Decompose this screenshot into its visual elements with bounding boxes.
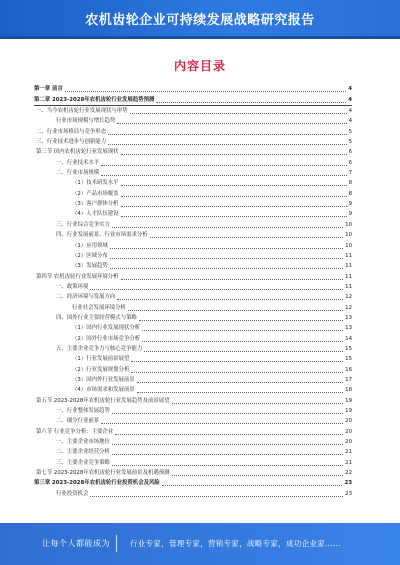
toc-leader-dots [128, 310, 343, 311]
toc-entry[interactable] [34, 437, 352, 447]
toc-leader-dots [117, 299, 343, 300]
toc-entry[interactable] [34, 240, 352, 250]
toc-entry[interactable] [34, 364, 352, 374]
toc-page-number: 19 [345, 397, 352, 404]
toc-entry-text: （3）发展趋势 [72, 263, 108, 270]
toc-page-number: 10 [345, 232, 352, 239]
toc-leader-dots [144, 351, 343, 352]
toc-leader-dots [156, 102, 346, 103]
toc-leader-dots [142, 330, 343, 331]
toc-leader-dots [115, 434, 343, 435]
toc-entry[interactable] [34, 157, 352, 167]
toc-leader-dots [121, 206, 347, 207]
toc-entry[interactable] [34, 116, 352, 126]
toc-leader-dots [121, 185, 347, 186]
toc-entry-text: 一、行业整体发展趋势 [56, 408, 110, 414]
toc-leader-dots [137, 392, 343, 393]
toc-entry[interactable] [34, 199, 352, 209]
toc-entry[interactable] [34, 447, 352, 457]
header-banner [0, 0, 400, 36]
toc-entry[interactable] [34, 137, 352, 147]
toc-leader-dots [112, 454, 343, 455]
toc-entry[interactable] [34, 292, 352, 302]
toc-page-number: 5 [348, 128, 352, 135]
toc-page-number: 6 [348, 159, 352, 166]
toc-entry-text: （2）区域分布 [72, 252, 108, 259]
toc-page-number: 13 [345, 325, 352, 332]
header-accent-line [0, 36, 400, 39]
toc-leader-dots [90, 289, 343, 290]
toc-entry-text: （4）市场需求和发展前景 [72, 387, 135, 394]
toc-entry-text: 四、行业发展前景、行业市场需求分析 [56, 232, 148, 239]
toc-entry-text: 第五节 2023-2028年农机齿轮行业发展趋势及前景展望 [36, 397, 170, 404]
toc-entry-text: （1）应用领域 [72, 242, 108, 249]
toc-leader-dots [110, 268, 343, 269]
toc-entry[interactable] [34, 385, 352, 395]
toc-page-number: 23 [345, 490, 352, 497]
toc-page-number: 9 [348, 211, 352, 218]
toc-leader-dots [110, 248, 343, 249]
toc-page-number: 23 [344, 480, 352, 487]
toc-entry[interactable] [34, 106, 352, 116]
toc-entry-text: 四、国外行业主要经营模式与策略 [56, 314, 137, 321]
toc-page-number: 11 [345, 252, 352, 259]
toc-entry-text: 一、政策环境 [56, 283, 89, 290]
toc-entry-text: 五、主要企业竞争力与核心竞争能力 [56, 345, 143, 352]
toc-leader-dots [121, 216, 347, 217]
toc-entry[interactable] [34, 416, 352, 426]
toc-entry[interactable] [34, 323, 352, 333]
toc-page-number: 21 [345, 449, 352, 456]
toc-entry-text: 第三章 2023-2028年农机齿轮行业投资机会及风险 [34, 480, 160, 487]
toc-entry-text: 三、行业综合竞争实力 [56, 221, 110, 228]
toc-page-number: 15 [345, 345, 352, 352]
toc-leader-dots [131, 372, 343, 373]
toc-entry[interactable] [34, 178, 352, 188]
toc-leader-dots [101, 423, 343, 424]
toc-page-number: 20 [345, 439, 352, 446]
toc-entry-text: 行业市场规模与增长趋势 [56, 118, 116, 125]
toc-leader-dots [112, 465, 343, 466]
toc-page-number: 12 [345, 294, 352, 301]
toc-entry-text: 行业投资机会 [56, 490, 89, 497]
toc-entry[interactable] [34, 94, 352, 105]
footer-banner [0, 523, 400, 565]
toc-page-number: 8 [348, 190, 352, 197]
toc-leader-dots [112, 227, 343, 228]
toc-page-number: 7 [348, 170, 352, 177]
toc-entry[interactable] [34, 282, 352, 292]
toc-entry[interactable] [34, 271, 352, 281]
toc-page-number: 10 [345, 221, 352, 228]
toc-leader-dots [142, 341, 343, 342]
toc-leader-dots [101, 175, 346, 176]
toc-page-number: 4 [348, 108, 352, 115]
toc-entry[interactable] [34, 230, 352, 240]
toc-entry[interactable] [34, 488, 352, 498]
toc-entry-text: 三、行业技术进步与创新能力 [36, 139, 107, 146]
toc-entry[interactable] [34, 354, 352, 364]
toc-entry[interactable] [34, 406, 352, 416]
toc-entry[interactable] [34, 375, 352, 385]
toc-entry-text: 一、主要企业市场地位 [56, 439, 110, 446]
toc-entry[interactable] [34, 126, 352, 136]
toc-page-number: 9 [348, 201, 352, 208]
toc-entry-text: 第七节 2023-2028年农机齿轮行业发展前景及机遇预测 [36, 470, 170, 477]
toc-page-number: 4 [348, 118, 352, 125]
toc-entry-text: （2）产品市场覆盖 [72, 190, 119, 197]
toc-entry[interactable] [34, 219, 352, 229]
toc-entry-text: 第二章 2023-2028年农机齿轮行业发展趋势预测 [34, 96, 155, 103]
toc-entry[interactable] [34, 302, 352, 312]
toc-entry[interactable] [34, 209, 352, 219]
toc-page-number: 10 [345, 242, 352, 249]
toc-page-number: 11 [345, 283, 352, 290]
toc-entry-text: （3）客户群体分析 [72, 201, 119, 208]
toc-page-number: 21 [345, 459, 352, 466]
toc-entry-text: 第一章 前言 [34, 86, 63, 93]
toc-page-number: 11 [345, 263, 352, 270]
toc-leader-dots [121, 279, 344, 280]
toc-entry[interactable] [34, 333, 352, 343]
footer-divider [116, 535, 117, 552]
toc-entry[interactable] [34, 395, 352, 405]
table-of-contents [34, 84, 352, 499]
toc-entry-text: 二、行业市场规模 [56, 170, 100, 177]
document-title: 农机齿轮企业可持续发展战略研究报告 [85, 13, 315, 28]
toc-entry[interactable] [34, 457, 352, 467]
toc-entry-text: （1）行业发展前景展望 [72, 356, 130, 363]
toc-entry[interactable] [34, 344, 352, 354]
toc-leader-dots [150, 237, 343, 238]
toc-entry-text: 三、主要企业竞争策略 [56, 459, 110, 466]
toc-page-number: 6 [348, 149, 352, 156]
toc-entry-text: （3）国内外行业发展前景 [72, 376, 135, 383]
toc-heading: 内容目录 [173, 59, 226, 73]
toc-entry[interactable] [34, 84, 352, 94]
toc-page-number: 4 [348, 96, 352, 103]
toc-page-number: 8 [348, 180, 352, 187]
toc-entry[interactable] [34, 313, 352, 323]
toc-entry-text: 行业社会发展环境分析 [72, 304, 126, 311]
toc-entry-text: 第六节 行业竞争分析：主要企业 [36, 428, 114, 435]
toc-leader-dots [172, 403, 344, 404]
toc-leader-dots [121, 196, 347, 197]
toc-entry[interactable] [34, 168, 352, 178]
toc-leader-dots [131, 361, 343, 362]
toc-page-number: 11 [345, 273, 352, 280]
toc-leader-dots [108, 134, 346, 135]
toc-leader-dots [112, 444, 343, 445]
toc-leader-dots [101, 165, 346, 166]
toc-entry-text: 二、主要企业经营分析 [56, 449, 110, 456]
toc-page-number: 22 [345, 470, 352, 477]
toc-entry[interactable] [34, 147, 352, 157]
toc-leader-dots [121, 154, 347, 155]
toc-entry-text: 二、经济环境与发展方向 [56, 294, 116, 301]
toc-leader-dots [130, 113, 347, 114]
toc-entry[interactable] [34, 478, 352, 488]
toc-entry[interactable] [34, 251, 352, 261]
toc-entry[interactable] [34, 468, 352, 478]
toc-entry-text: （1）技术研发水平 [72, 180, 119, 187]
toc-leader-dots [117, 123, 346, 124]
toc-leader-dots [90, 496, 343, 497]
toc-leader-dots [112, 413, 343, 414]
toc-entry-text: 二、细分行业前景 [56, 418, 100, 425]
toc-page-number: 12 [345, 304, 352, 311]
toc-entry-text: （4）人才队伍建设 [72, 211, 119, 218]
toc-leader-dots [162, 485, 343, 486]
toc-entry-text: 二、行业市场格局与竞争形态 [36, 128, 107, 135]
toc-page-number: 19 [345, 408, 352, 414]
toc-leader-dots [137, 382, 343, 383]
toc-page-number: 16 [345, 366, 352, 373]
toc-entry[interactable] [34, 261, 352, 271]
toc-entry-text: （2）行业发展规划分析 [72, 366, 130, 373]
toc-page-number: 5 [348, 139, 352, 146]
toc-entry-text: 第三节 国内农机齿轮行业发展现状 [36, 149, 119, 156]
toc-page-number: 20 [345, 418, 352, 425]
toc-page-number: 18 [345, 387, 352, 394]
toc-leader-dots [172, 475, 344, 476]
toc-leader-dots [110, 258, 343, 259]
toc-entry-text: 一、当今农机齿轮行业发展现状与形势 [36, 108, 128, 115]
toc-entry-text: （2）国外行业市场竞争分析 [72, 335, 141, 342]
toc-entry-text: 第四节 农机齿轮行业发展环境分析 [36, 273, 119, 280]
toc-page-number: 15 [345, 356, 352, 363]
footer-slogan-right: 行业专家，管理专家，营销专家，战略专家，成功企业家…… [130, 539, 341, 548]
toc-page-number: 17 [345, 376, 352, 383]
toc-leader-dots [139, 320, 343, 321]
toc-leader-dots [65, 91, 346, 92]
footer-slogan-left: 让每个人都能成为 [42, 539, 110, 548]
toc-entry[interactable] [34, 188, 352, 198]
toc-entry-text: （1）国内行业发展现状分析 [72, 325, 141, 332]
toc-entry[interactable] [34, 426, 352, 436]
toc-page-number: 13 [345, 314, 352, 321]
toc-entry-text: 一、行业技术水平 [56, 159, 100, 166]
toc-page-number: 20 [345, 428, 352, 435]
toc-page-number: 14 [345, 335, 352, 342]
toc-page-number: 4 [348, 86, 352, 93]
toc-leader-dots [108, 144, 346, 145]
